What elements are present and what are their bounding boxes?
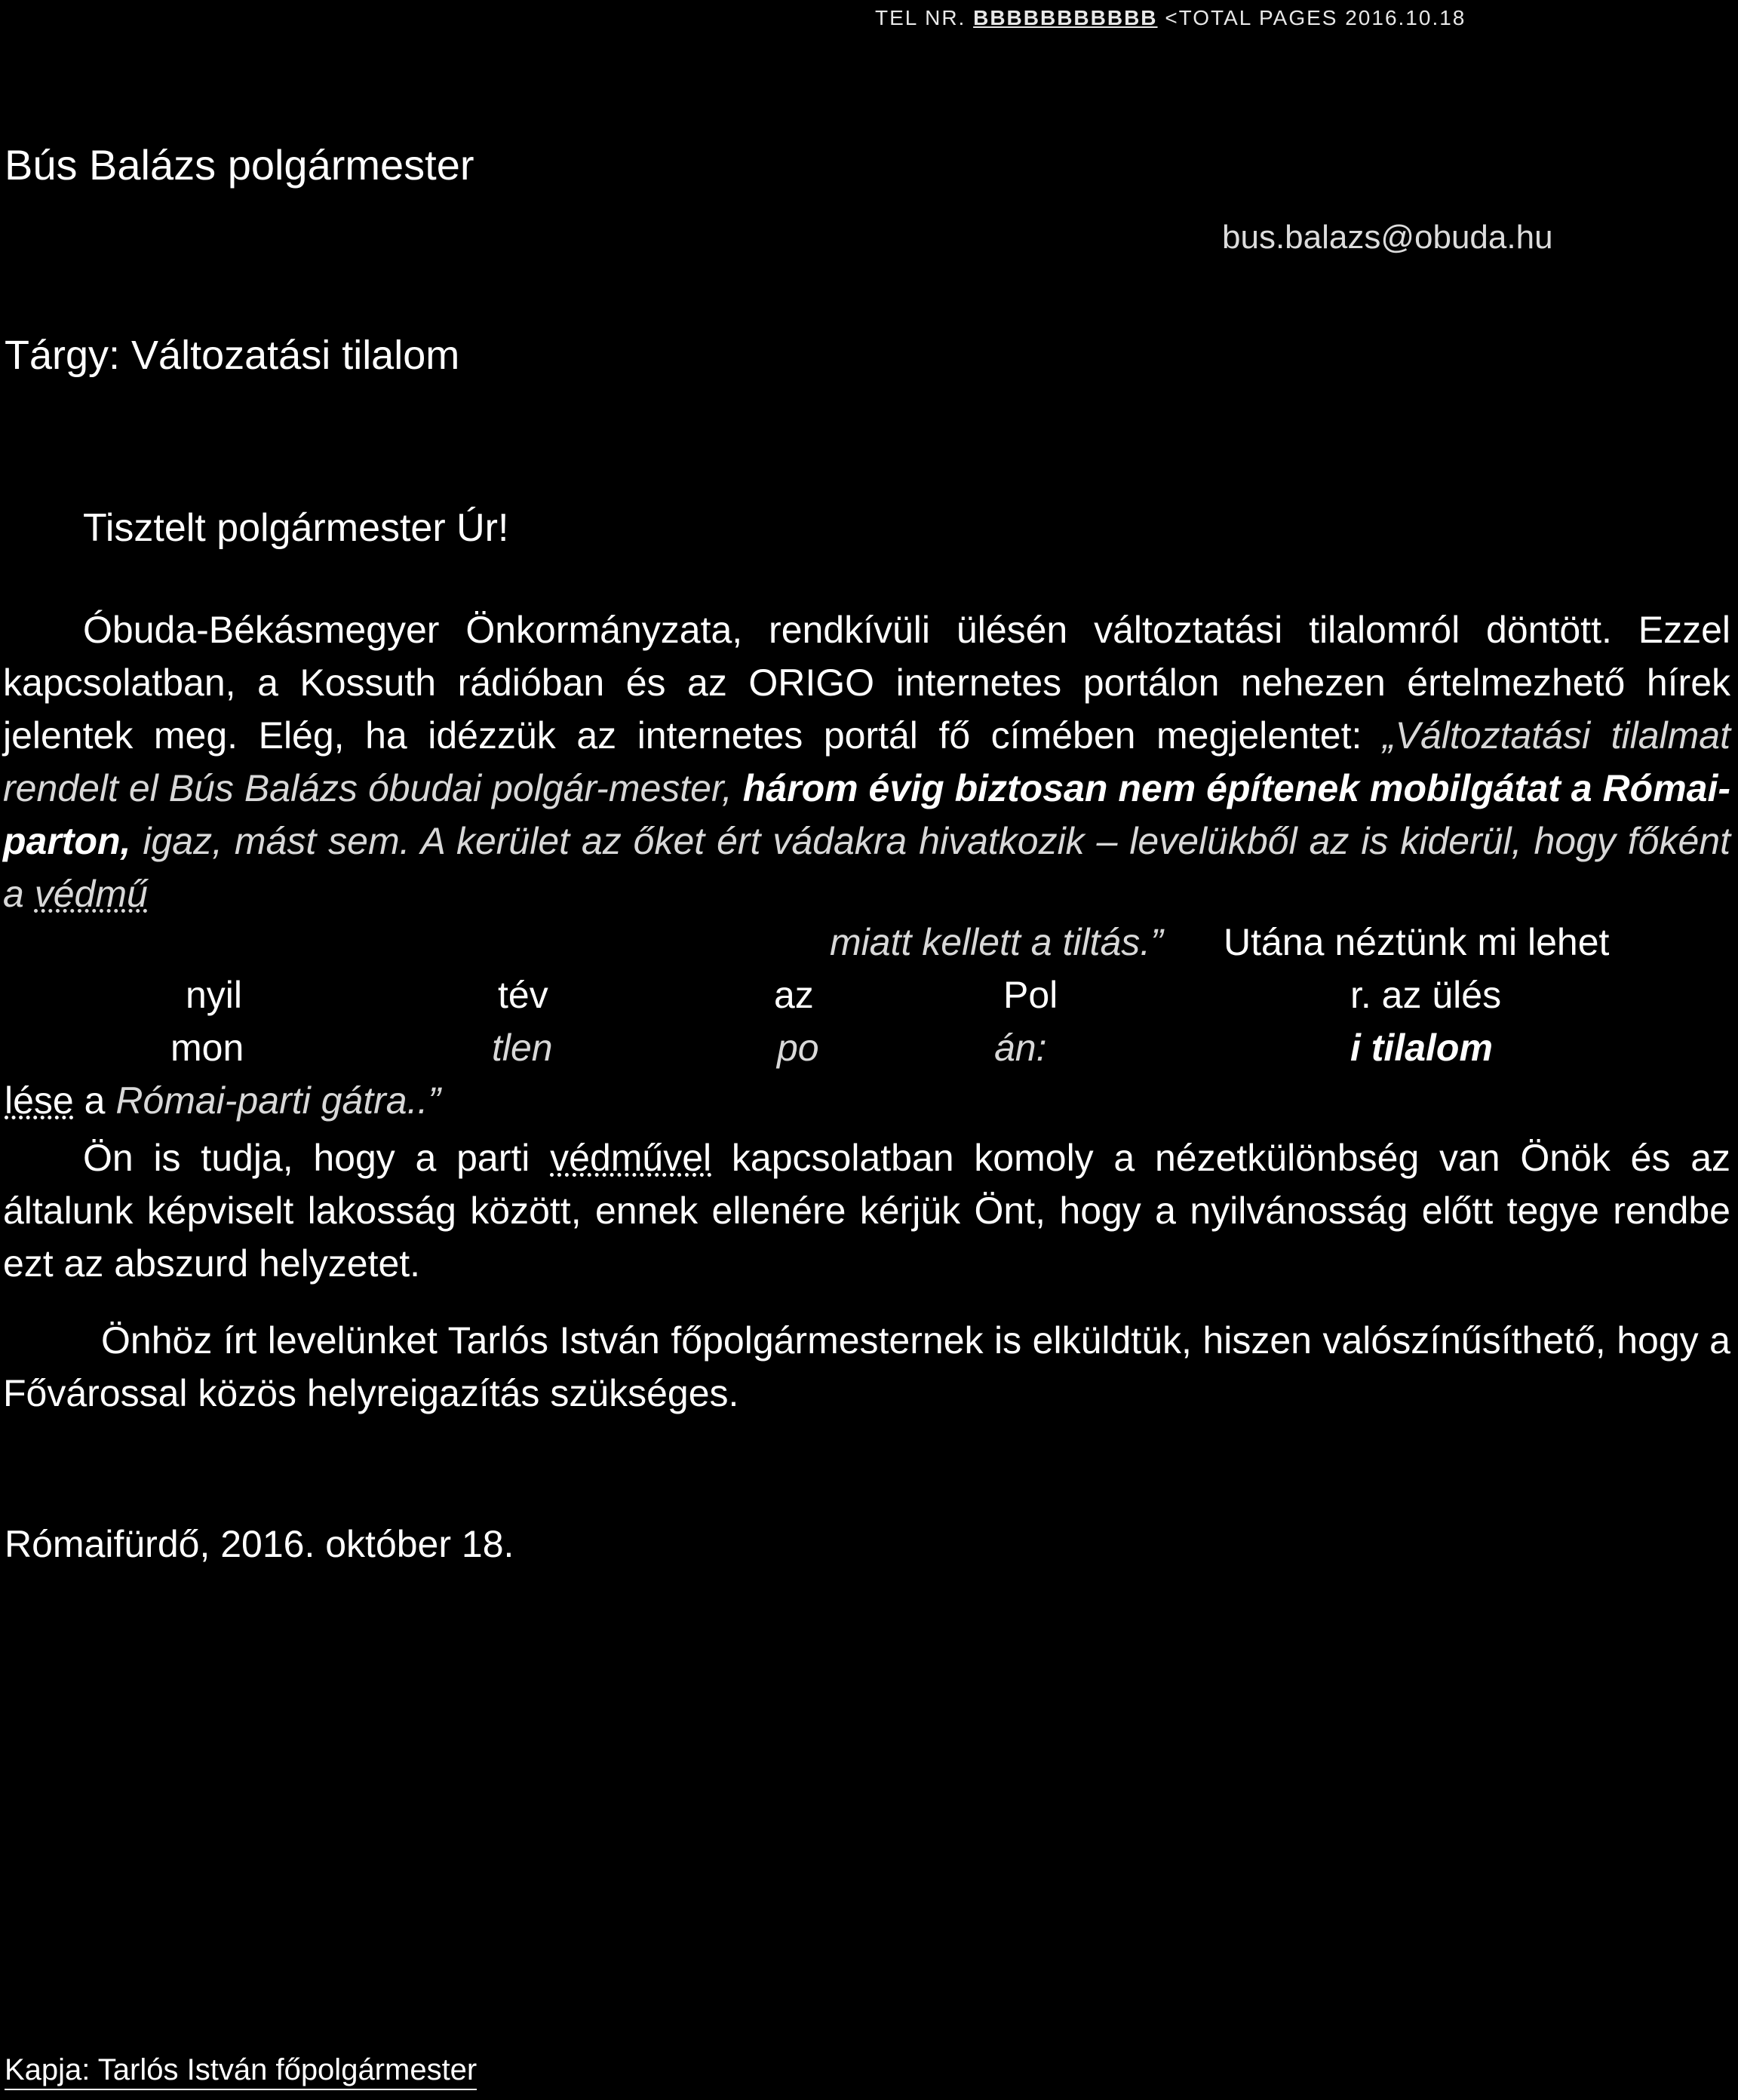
p1-quote-end: miatt kellett a tiltás.” xyxy=(830,921,1163,963)
fragment: mon xyxy=(170,1027,244,1069)
paragraph-3: Önhöz írt levelünket Tarlós István főpolgármesternek is elküldtük, hiszen valószínűsíthető, hogy a Fővárossal közös helyreigazítás szükséges. xyxy=(3,1319,1730,1414)
fax-header xyxy=(875,6,1466,30)
p2-text: Ön is tudja, hogy a parti xyxy=(83,1137,551,1179)
fax-prefix: TEL NR. xyxy=(875,6,966,29)
salutation: Tisztelt polgármester Úr! xyxy=(83,506,509,550)
fragment: tév xyxy=(498,974,548,1016)
fragment: i tilalom xyxy=(1350,1027,1493,1069)
p1-quote-start: „Változtatási tilalmat rendelt el Bús Balázs óbudai polgár-mester, xyxy=(3,714,1730,809)
p1-quote-underlined: védmű xyxy=(34,873,148,915)
recipient-name: Bús Balázs polgármester xyxy=(5,141,474,189)
date-line: Rómaifürdő, 2016. október 18. xyxy=(5,1523,514,1565)
fragment: a xyxy=(73,1079,116,1122)
p1-text-end: Utána néztünk mi lehet xyxy=(1224,921,1610,963)
fragment: az xyxy=(774,974,814,1016)
fragment: po xyxy=(777,1027,819,1069)
fragment: Pol xyxy=(1003,974,1058,1016)
footer-cc: Kapja: Tarlós István főpolgármester xyxy=(5,2053,477,2090)
paragraph-1 xyxy=(3,603,1730,920)
fragment: Római-parti gátra..” xyxy=(115,1079,441,1122)
p1-text: Óbuda-Békásmegyer Önkormányzata, rendkívüli ülésén változtatási tilalomról döntött. Ezzel kapcsolatban, a Kossuth rádióban és az ORIGO internetes portálon nehezen értelmezhető hírek jelentek meg. Elég, ha idézzük az internetes portál fő címében megjelentet: xyxy=(3,609,1730,757)
fragment: tlen xyxy=(492,1027,553,1069)
p1-quote-bold: három évig biztosan nem építenek mobilgátat a Római-parton, xyxy=(3,767,1731,862)
fragment: án: xyxy=(994,1027,1047,1069)
fragment: r. az ülés xyxy=(1350,974,1502,1016)
letter-subject: Tárgy: Változatási tilalom xyxy=(5,333,460,378)
fax-number: BBBBBBBBBBB xyxy=(973,6,1158,29)
fragment: nyil xyxy=(186,974,243,1016)
fax-suffix: <TOTAL PAGES 2016.10.18 xyxy=(1165,6,1466,29)
fragment: lése xyxy=(5,1079,74,1122)
fragment-line xyxy=(5,1079,441,1122)
recipient-email: bus.balazs@obuda.hu xyxy=(1222,219,1553,256)
p2-underlined: védművel xyxy=(550,1137,712,1179)
p2-text-end: kapcsolatban komoly a nézetkülönbség van Önök és az általunk képviselt lakosság között, ennek ellenére kérjük Önt, hogy a nyilvánosság előtt tegye rendbe ezt az abszurd helyzetet. xyxy=(3,1137,1730,1285)
p1-quote-middle: igaz, mást sem. A kerület az őket ért vádakra hivatkozik – levelükből az is kiderül, hogy főként a xyxy=(3,820,1730,915)
paragraph-2 xyxy=(3,1131,1730,1290)
